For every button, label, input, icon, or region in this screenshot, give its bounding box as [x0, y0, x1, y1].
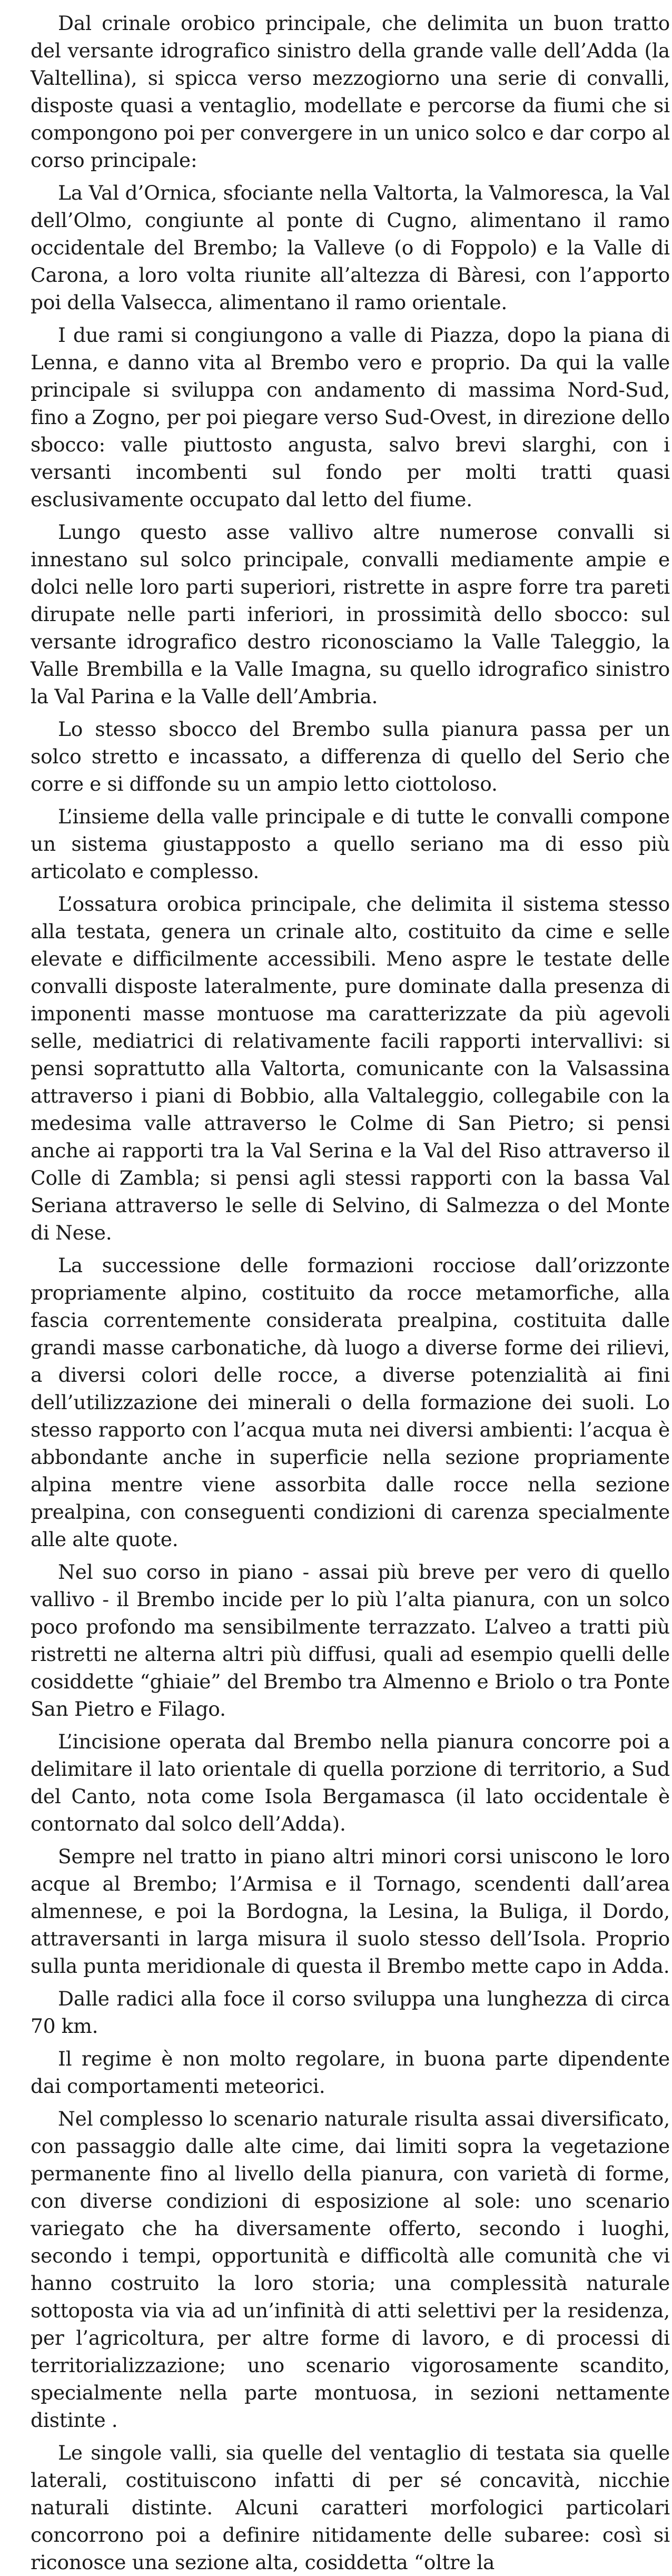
- paragraph-9: Nel suo corso in piano - assai più breve per vero di quello vallivo - il Brembo incide per lo più l’alta pianura, con un solco poco profondo ma sensibilmente terrazzato. L’alveo a tratti più ristretti ne alterna altri più diffusi, quali ad esempio quelli delle cosiddette “ghiaie” del Brembo tra Almenno e Briolo o tra Ponte San Pietro e Filago.: [31, 1560, 670, 1720]
- paragraph-5: Lo stesso sbocco del Brembo sulla pianura passa per un solco stretto e incassato, a differenza di quello del Serio che corre e si diffonde su un ampio letto ciottoloso.: [31, 717, 670, 795]
- document-page: [31, 9, 670, 2574]
- paragraph-11: Sempre nel tratto in piano altri minori corsi uniscono le loro acque al Brembo; l’Armisa e il Tornago, scendenti dall’area almennese, e poi la Bordogna, la Lesina, la Buliga, il Dordo, attraversanti in larga misura il suolo stesso dell’Isola. Proprio sulla punta meridionale di questa il Brembo mette capo in Adda.: [31, 1845, 670, 1978]
- paragraph-12: Dalle radici alla foce il corso sviluppa una lunghezza di circa 70 km.: [31, 1987, 670, 2038]
- paragraph-2: La Val d’Ornica, sfociante nella Valtorta, la Valmoresca, la Val dell’Olmo, congiunte al ponte di Cugno, alimentano il ramo occidentale del Brembo; la Valleve (o di Foppolo) e la Valle di Carona, a loro volta riunite all’altezza di Bàresi, con l’apporto poi della Valsecca, alimentano il ramo orientale.: [31, 181, 670, 314]
- paragraph-6: L’insieme della valle principale e di tutte le convalli compone un sistema giustapposto a quello seriano ma di esso più articolato e complesso.: [31, 805, 670, 883]
- paragraph-7: L’ossatura orobica principale, che delimita il sistema stesso alla testata, genera un crinale alto, costituito da cime e selle elevate e difficilmente accessibili. Meno aspre le testate delle convalli disposte lateralmente, pure dominate dalla presenza di imponenti masse montuose ma caratterizzate da più agevoli selle, mediatrici di relativamente facili rapporti intervallivi: si pensi soprattutto alla Valtorta, comunicante con la Valsassina attraverso i piani di Bobbio, alla Valtaleggio, collegabile con la medesima valle attraverso le Colme di San Pietro; si pensi anche ai rapporti tra la Val Serina e la Val del Riso attraverso il Colle di Zambla; si pensi agli stessi rapporti con la bassa Val Seriana attraverso le selle di Selvino, di Salmezza o del Monte di Nese.: [31, 892, 670, 1244]
- paragraph-15: Le singole valli, sia quelle del ventaglio di testata sia quelle laterali, costituiscono infatti di per sé concavità, nicchie naturali distinte. Alcuni caratteri morfologici particolari concorrono poi a definire nitidamente delle subaree: così si riconosce una sezione alta, cosiddetta “oltre la: [31, 2441, 670, 2574]
- paragraph-4: Lungo questo asse vallivo altre numerose convalli si innestano sul solco principale, convalli mediamente ampie e dolci nelle loro parti superiori, ristrette in aspre forre tra pareti dirupate nelle parti inferiori, in prossimità dello sbocco: sul versante idrografico destro riconosciamo la Valle Taleggio, la Valle Brembilla e la Valle Imagna, su quello idrografico sinistro la Val Parina e la Valle dell’Ambria.: [31, 520, 670, 708]
- paragraph-1: Dal crinale orobico principale, che delimita un buon tratto del versante idrografico sinistro della grande valle dell’Adda (la Valtellina), si spicca verso mezzogiorno una serie di convalli, disposte quasi a ventaglio, modellate e percorse da fiumi che si compongono poi per convergere in un unico solco e dar corpo al corso principale:: [31, 12, 670, 172]
- paragraph-13: Il regime è non molto regolare, in buona parte dipendente dai comportamenti meteorici.: [31, 2047, 670, 2098]
- paragraph-10: L’incisione operata dal Brembo nella pianura concorre poi a delimitare il lato orientale di quella porzione di territorio, a Sud del Canto, nota come Isola Bergamasca (il lato occidentale è contornato dal solco dell’Adda).: [31, 1730, 670, 1835]
- paragraph-3: I due rami si congiungono a valle di Piazza, dopo la piana di Lenna, e danno vita al Brembo vero e proprio. Da qui la valle principale si sviluppa con andamento di massima Nord-Sud, fino a Zogno, per poi piegare verso Sud-Ovest, in direzione dello sbocco: valle piuttosto angusta, salvo brevi slarghi, con i versanti incombenti sul fondo per molti tratti quasi esclusivamente occupato dal letto del fiume.: [31, 323, 670, 511]
- paragraph-8: La successione delle formazioni rocciose dall’orizzonte propriamente alpino, costituito da rocce metamorfiche, alla fascia correntemente considerata prealpina, costituita dalle grandi masse carbonatiche, dà luogo a diverse forme dei rilievi, a diversi colori delle rocce, a diverse potenzialità ai fini dell’utilizzazione dei minerali o della formazione dei suoli. Lo stesso rapporto con l’acqua muta nei diversi ambienti: l’acqua è abbondante anche in superficie nella sezione propriamente alpina mentre viene assorbita dalle rocce nella sezione prealpina, con conseguenti condizioni di carenza specialmente alle alte quote.: [31, 1254, 670, 1551]
- paragraph-14: Nel complesso lo scenario naturale risulta assai diversificato, con passaggio dalle alte cime, dai limiti sopra la vegetazione permanente fino al livello della pianura, con varietà di forme, con diverse condizioni di esposizione al sole: uno scenario variegato che ha diversamente offerto, secondo i luoghi, secondo i tempi, opportunità e difficoltà alle comunità che vi hanno costruito la loro storia; una complessità naturale sottoposta via via ad un’infinità di atti selettivi per la residenza, per l’agricoltura, per altre forme di lavoro, e di processi di territorializzazione; uno scenario vigorosamente scandito, specialmente nella parte montuosa, in sezioni nettamente distinte .: [31, 2107, 670, 2432]
